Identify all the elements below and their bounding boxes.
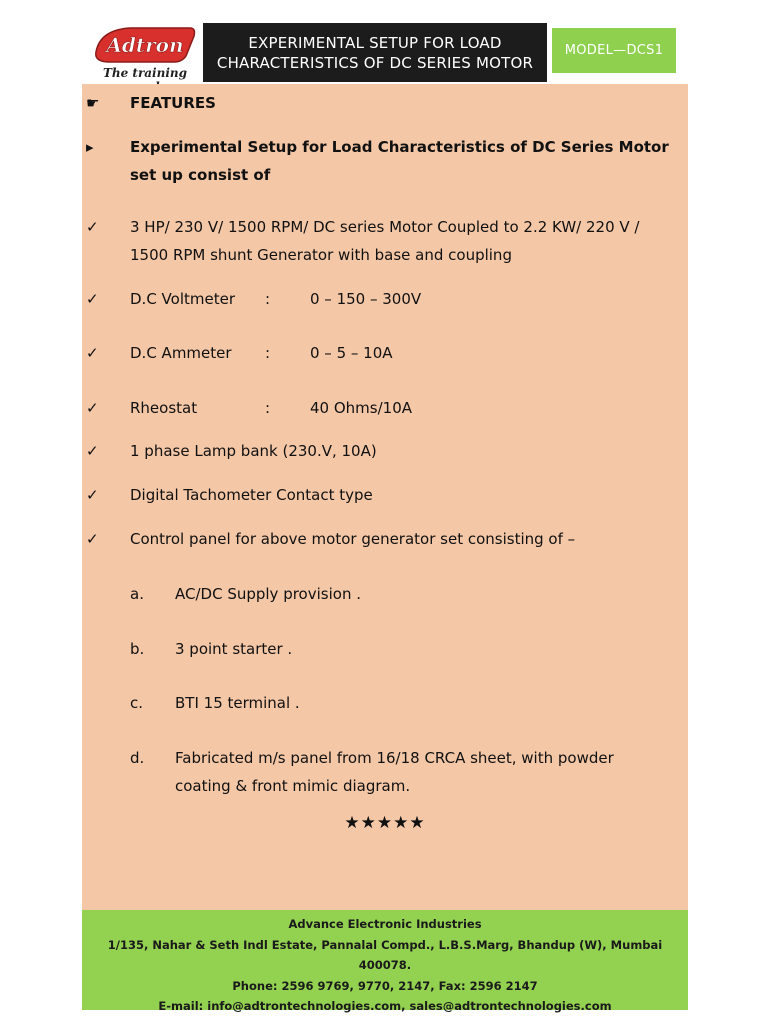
check-mark-icon: ✓ [86,486,99,504]
check-mark-icon: ✓ [86,344,99,362]
sub-item-letter: d. [130,749,145,767]
spec-value: 40 Ohms/10A [310,399,412,417]
spec-colon: : [265,344,271,362]
title-line-2: CHARACTERISTICS OF DC SERIES MOTOR [216,53,534,72]
sub-item-text: Fabricated m/s panel from 16/18 CRCA sheet, with powder coating & front mimic diagram. [175,749,614,795]
spec-value: 0 – 150 – 300V [310,290,422,308]
list-item-text: 3 HP/ 230 V/ 1500 RPM/ DC series Motor Coupled to 2.2 KW/ 220 V / 1500 RPM shunt Generator with base and coupling [130,218,640,264]
check-mark-icon: ✓ [86,399,99,417]
footer-company: Advance Electronic Industries [288,917,482,931]
footer-address: 1/135, Nahar & Seth Indl Estate, Pannalal Compd., L.B.S.Marg, Bhandup (W), Mumbai 400078. [107,937,663,972]
check-mark-icon: ✓ [86,442,99,460]
adtron-logo [90,22,200,84]
pointing-hand-icon: ☛ [86,94,100,112]
company-footer [82,910,688,1013]
sub-item-letter: c. [130,694,144,712]
sub-item-text: AC/DC Supply provision . [175,585,361,603]
list-item-text: 1 phase Lamp bank (230.V, 10A) [130,442,377,460]
document-title [203,23,547,82]
title-line-1: EXPERIMENTAL SETUP FOR LOAD [248,33,502,52]
sub-item-text: 3 point starter . [175,640,293,658]
spec-label: D.C Ammeter [130,344,232,362]
spec-label: Rheostat [130,399,198,417]
sub-item-letter: b. [130,640,145,658]
check-mark-icon: ✓ [86,218,99,236]
list-item-text: Digital Tachometer Contact type [130,486,373,504]
datasheet-page [82,14,688,1013]
spec-colon: : [265,290,271,308]
features-section [82,84,688,910]
star-rating: ★★★★★ [344,813,426,833]
sub-item-letter: a. [130,585,144,603]
spec-colon: : [265,399,271,417]
check-mark-icon: ✓ [86,290,99,308]
logo-tagline: The training [102,66,188,80]
features-heading: FEATURES [130,94,216,112]
logo-brand-text: Adtron [106,33,184,57]
spec-label: D.C Voltmeter [130,290,235,308]
model-label: MODEL—DCS1 [564,43,664,58]
sub-item-text: BTI 15 terminal . [175,694,300,712]
triangle-right-icon: ▸ [86,138,94,156]
intro-text: Experimental Setup for Load Characteristics of DC Series Motor set up consist of [130,138,669,184]
spec-value: 0 – 5 – 10A [310,344,393,362]
footer-email: E-mail: info@adtrontechnologies.com, sales@adtrontechnologies.com [158,999,612,1013]
check-mark-icon: ✓ [86,530,99,548]
footer-phone: Phone: 2596 9769, 9770, 2147, Fax: 2596 2147 [232,978,538,993]
list-item-text: Control panel for above motor generator set consisting of – [130,530,576,548]
adtron-logo-mark [90,22,200,66]
model-badge [552,28,676,73]
